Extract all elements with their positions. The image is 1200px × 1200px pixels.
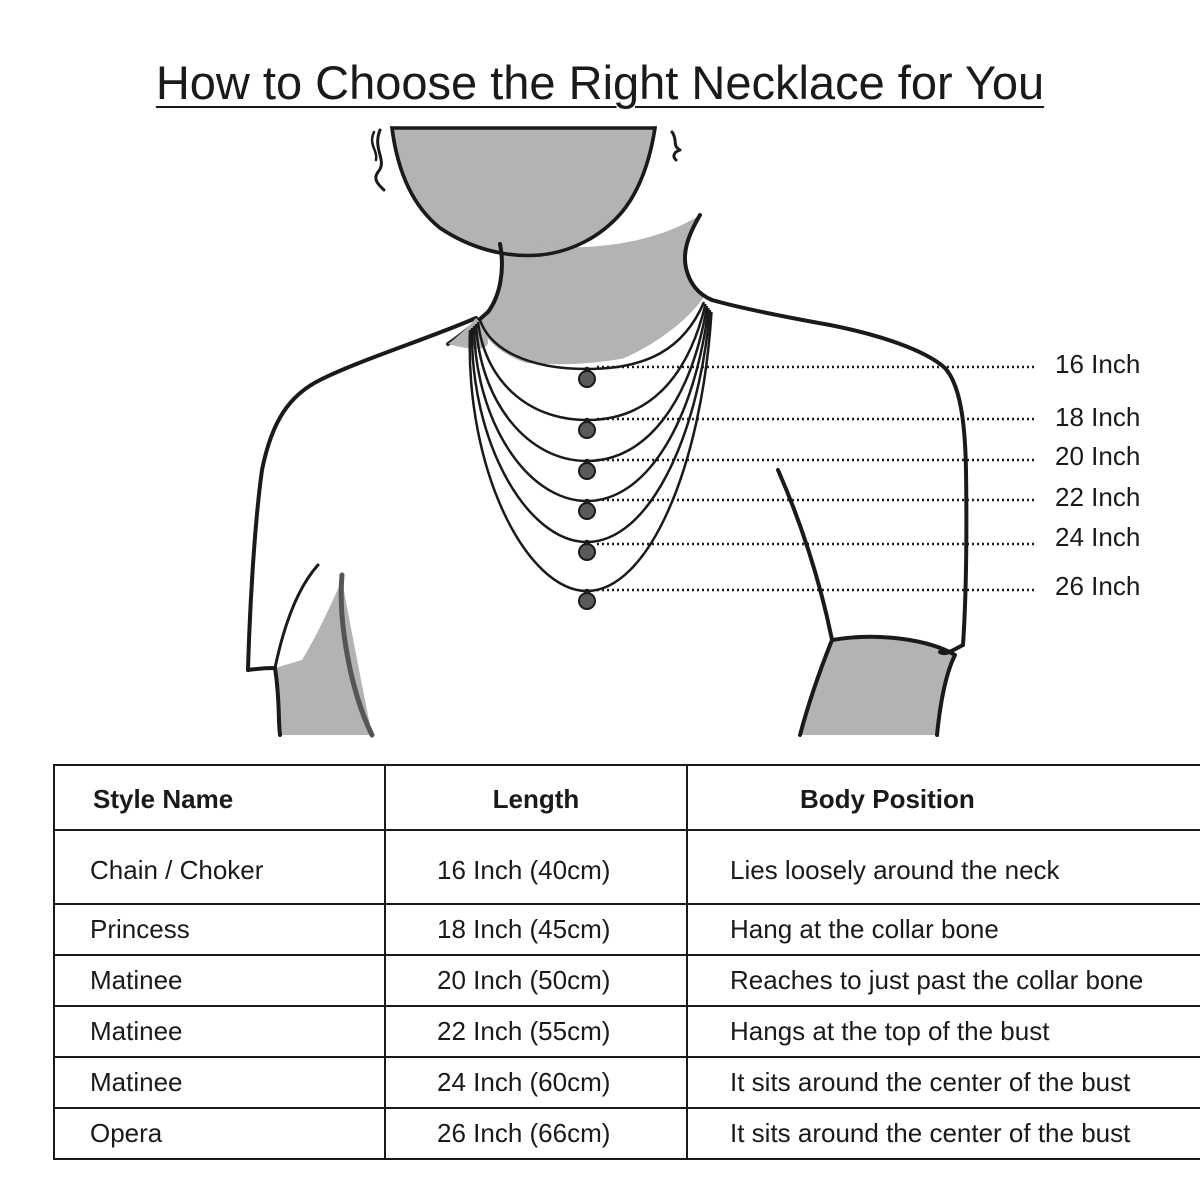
cell-position: Hang at the collar bone [687, 904, 1200, 955]
table-row [54, 1006, 1200, 1057]
cell-position: It sits around the center of the bust [687, 1108, 1200, 1159]
length-label-24: 24 Inch [1055, 522, 1141, 552]
header-length: Length [385, 765, 687, 830]
length-label-20: 20 Inch [1055, 441, 1141, 471]
length-label-16: 16 Inch [1055, 349, 1141, 379]
pendant-icon [579, 422, 595, 438]
cell-position: Hangs at the top of the bust [687, 1006, 1200, 1057]
table-header-row [54, 765, 1200, 830]
table-row [54, 1108, 1200, 1159]
page-title: How to Choose the Right Necklace for You [155, 56, 1045, 109]
cell-style: Opera [54, 1108, 385, 1159]
header-body-position: Body Position [687, 765, 1200, 830]
cell-style: Princess [54, 904, 385, 955]
cell-position: Lies loosely around the neck [687, 830, 1200, 904]
length-label-18: 18 Inch [1055, 402, 1141, 432]
cell-length: 16 Inch (40cm) [385, 830, 687, 904]
cell-style: Chain / Choker [54, 830, 385, 904]
length-label-26: 26 Inch [1055, 571, 1141, 601]
cell-style: Matinee [54, 1006, 385, 1057]
head-shape [392, 128, 655, 256]
table-row [54, 1057, 1200, 1108]
cell-length: 22 Inch (55cm) [385, 1006, 687, 1057]
header-style-name: Style Name [54, 765, 385, 830]
pendant-icon [579, 463, 595, 479]
table-row [54, 830, 1200, 904]
necklace-size-table [53, 764, 1144, 1148]
cell-position: It sits around the center of the bust [687, 1057, 1200, 1108]
table-row [54, 904, 1200, 955]
pendant-icon [579, 593, 595, 609]
pendant-icon [579, 544, 595, 560]
cell-length: 26 Inch (66cm) [385, 1108, 687, 1159]
pendant-icon [579, 371, 595, 387]
pendant-icon [579, 503, 595, 519]
length-label-22: 22 Inch [1055, 482, 1141, 512]
cell-style: Matinee [54, 955, 385, 1006]
cell-length: 18 Inch (45cm) [385, 904, 687, 955]
table-row [54, 955, 1200, 1006]
cell-length: 24 Inch (60cm) [385, 1057, 687, 1108]
size-table [53, 764, 1200, 1160]
cell-length: 20 Inch (50cm) [385, 955, 687, 1006]
cell-style: Matinee [54, 1057, 385, 1108]
cell-position: Reaches to just past the collar bone [687, 955, 1200, 1006]
